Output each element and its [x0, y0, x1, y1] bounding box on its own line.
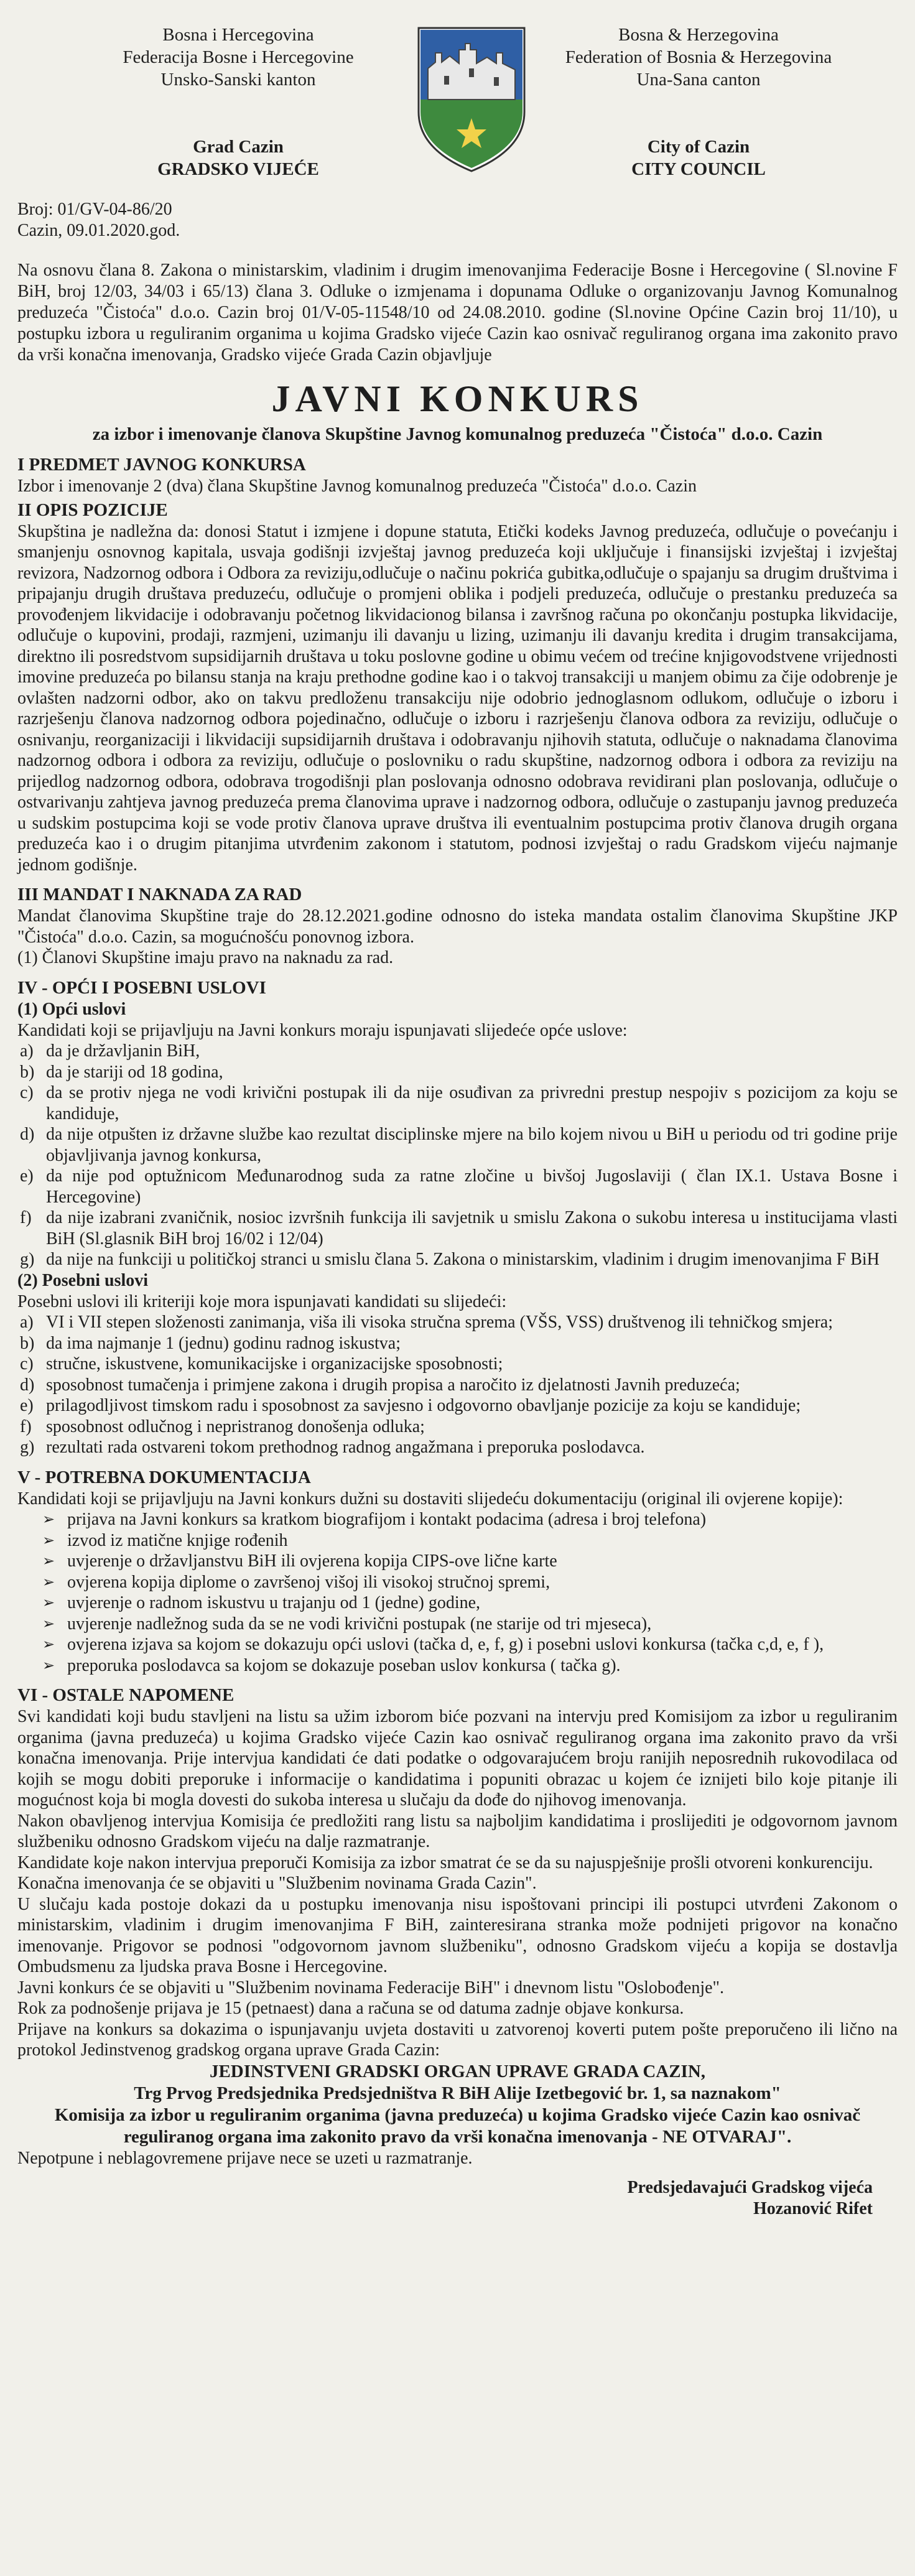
- section-text: Nakon obavljenog intervjua Komisija će predložiti rang listu sa najboljim kandidatima i proslijediti je odgovornom javnom službeniku odnosno Gradskom vijeću na dalje razmatranje.: [17, 1811, 898, 1851]
- list-marker: e): [20, 1166, 34, 1186]
- list-item-text: stručne, iskustvene, komunikacijske i organizacijske sposobnosti;: [46, 1354, 503, 1374]
- section-text: Kandidate koje nakon intervjua preporuči Komisija za izbor smatrat će se da su najuspješnije prošli otvoreni konkurenciju.: [17, 1853, 873, 1872]
- list-item-text: da se protiv njega ne vodi krivični postupak ili da nije osuđivan za privredni prestup nespojiv s pozicijom za koju se kandiduje,: [46, 1083, 898, 1123]
- signature-title: Predsjedavajući Gradskog vijeća: [627, 2178, 873, 2197]
- list-item-text: rezultati rada ostvareni tokom prethodnog radnog angažmana i preporuka poslodavca.: [46, 1438, 645, 1457]
- address-line: Trg Prvog Predsjednika Predsjedništva R BiH Alije Izetbegović br. 1, sa naznakom": [134, 2083, 781, 2103]
- list-marker: b): [20, 1062, 35, 1082]
- section-text: Konačna imenovanja će se objaviti u "Službenim novinama Grada Cazin".: [17, 1874, 537, 1893]
- list-marker: e): [20, 1396, 34, 1415]
- address-line: JEDINSTVENI GRADSKI ORGAN UPRAVE GRADA CAZIN,: [209, 2061, 706, 2081]
- section-text: Kandidati koji se prijavljuju na Javni konkurs dužni su dostaviti slijedeću dokumentaciju (original ili ovjerene kopije):: [17, 1489, 843, 1509]
- special-conditions-list: [17, 1312, 898, 1458]
- section-heading: V - POTREBNA DOKUMENTACIJA: [17, 1467, 311, 1487]
- list-marker: d): [20, 1375, 35, 1395]
- list-item: ➢ ovjerena izjava sa kojom se dokazuju opći uslovi (tačka d, e, f, g) i posebni uslovi konkursa (tačka c,d, e, f ),: [42, 1634, 898, 1655]
- list-item-text: da je državljanin BiH,: [46, 1041, 200, 1061]
- list-item: ➢ ovjerena kopija diplome o završenoj višoj ili visokoj stručnoj spremi,: [42, 1572, 898, 1593]
- list-marker: a): [20, 1313, 34, 1332]
- list-item: [17, 1416, 898, 1438]
- list-item-text: da je stariji od 18 godina,: [46, 1062, 223, 1082]
- list-item-text: sposobnost odlučnog i nepristranog donošenja odluka;: [46, 1416, 425, 1436]
- section-text: Kandidati koji se prijavljuju na Javni konkurs moraju ispunjavati slijedeće opće uslove:: [17, 1020, 628, 1040]
- list-item-text: VI i VII stepen složenosti zanimanja, viša ili visoka stručna sprema (VŠS, VSS) društvenog ili tehničkog smjera;: [46, 1313, 833, 1332]
- list-item: ➢ uvjerenje o radnom iskustvu u trajanju od 1 (jedne) godine,: [42, 1593, 898, 1614]
- section-text: Posebni uslovi ili kriteriji koje mora ispunjavati kandidati su slijedeći:: [17, 1291, 507, 1311]
- section-text: Skupština je nadležna da: donosi Statut i izmjene i dopune statuta, Etički kodeks Javnog preduzeća, odlučuje o povećanju i smanjenju osnovnog kapitala, usvaja godišnji izvještaj javnog preduzeća koji uključuje i finansijski izvještaj i izvještaj revizora, Nadzornog odbora i Odbora za reviziju,odlučuje o načinu pokrića gubitka,odlučuje o spajanju sa drugim društvima i pripajanju drugih društava preduzeću, odlučuje o promjeni oblika i podjeli preduzeća, odlučuje o prestanku preduzeća sa provođenjem likvidacije i odobravanju početnog likvidacionog bilansa i završnog računa po okončanju postupka likvidacije, odlučuje o kupovini, prodaji, razmjeni, uzimanju ili davanju u lizing, uzimanju ili davanju kredita i drugim transakcijama, direktno ili posredstvom supsidijarnih društava u toku poslovne godine u obimu većem od trećine knjigovodstvene vrijednosti imovine preduzeća po bilansu stanja na kraju prethodne godine kao i o takvoj transakciji u manjem obimu za čije odobrenje je ovlašten nadzorni odbor, ako on takvu predloženu transakciju nije odobrio jednoglasnom odlukom, odlučuje o izboru i razrješenju članova nadzornog odbora pojedinačno, odlučuje o izboru i razrješenju članova odbora za reviziju, odlučuje o osnivanju, reorganizaciji i likvidaciji supsidijarnih društava i odobravanju njihovih statuta, odlučuje o naknadama članovima nadzornog odbora i odbora za reviziju, odlučuje o poslovniku o radu skupštine, nadzornog odbora i odbora za reviziju na prijedlog nadzornog odbora, odobrava trogodišnji plan poslovanja odnosno odobrava revidirani plan poslovanja, odlučuje o ostvarivanju zahtjeva javnog preduzeća prema članovima uprave i nadzornog odbora, odlučuje o zastupanju javnog preduzeća u sudskim postupcima koji se vode protiv članova uprave društva ili eventualnim postupcima protiv članova drugih organa preduzeća kao i o drugim pitanjima utvrđenim zakonom i statutom, podnosi izvještaj o radu Gradskom vijeću najmanje jednom godišnje.: [17, 521, 898, 875]
- header-right-council: CITY COUNCIL: [631, 159, 766, 179]
- section-text: U slučaju kada postoje dokazi da u postupku imenovanja nisu ispoštovani principi ili postupci utvrđeni Zakonom o ministarskim, vladinim i drugim imenovanjima F BiH, zainteresirana stranka može podnijeti prigovor na konačno imenovanje. Prigovor se podnosi "odgovornom javnom službeniku", odnosno Gradskom vijeću a kopija se dostavlja Ombudsmenu za ljudska prava Bosne i Hercegovine.: [17, 1894, 898, 1976]
- subsection-heading: (1) Opći uslovi: [17, 999, 126, 1019]
- section-text: Javni konkurs će se objaviti u "Službenim novinama Federacije BiH" i dnevnom listu "Oslobođenje".: [17, 1978, 724, 1997]
- subsection-heading: (2) Posebni uslovi: [17, 1270, 149, 1290]
- list-item: [17, 1249, 898, 1270]
- list-item-text: da nije pod optužnicom Međunarodnog suda za ratne zločine u bivšoj Jugoslaviji ( član IX.1. Ustava Bosne i Hercegovine): [46, 1166, 898, 1207]
- document-title: JAVNI KONKURS: [271, 378, 644, 419]
- section-text: Prijave na konkurs sa dokazima o ispunjavanju uvjeta dostaviti u zatvorenoj koverti putem pošte preporučeno ili lično na protokol Jedinstvenog gradskog organa uprave Grada Cazin:: [17, 2019, 898, 2060]
- list-item: [17, 1062, 898, 1083]
- header-right-line: Bosna & Herzegovina: [618, 25, 779, 45]
- intro-paragraph: Na osnovu člana 8. Zakona o ministarskim, vladinim i drugim imenovanjima Federacije Bosne i Hercegovine ( Sl.novine F BiH, broj 12/03, 34/03 i 65/13) člana 3. Odluke o izmjenama i dopunama Odluke o organizovanju Javnog Komunalnog preduzeća "Čistoća" d.o.o. Cazin broj 01/V-05-11548/10 od 24.08.2010. godine (Sl.novine Općine Cazin broj 11/10), u postupku izbora u reguliranim organima u kojima Gradsko vijeće Cazin kao osnivač reguliranog organa ima zakonito pravo da vrši konačna imenovanja, Gradsko vijeće Grada Cazin objavljuje: [17, 261, 898, 365]
- header-left-council: GRADSKO VIJEĆE: [157, 159, 319, 179]
- list-item: [17, 1041, 898, 1062]
- reference-date: Cazin, 09.01.2020.god.: [17, 221, 180, 240]
- section-heading: VI - OSTALE NAPOMENE: [17, 1685, 235, 1705]
- list-item: [17, 1082, 898, 1124]
- list-item-text: da ima najmanje 1 (jednu) godinu radnog iskustva;: [46, 1333, 401, 1353]
- signature-name: Hozanović Rifet: [753, 2199, 873, 2218]
- list-item-text: sposobnost tumačenja i primjene zakona i drugih propisa a naročito iz djelatnosti Javnih preduzeća;: [46, 1375, 740, 1395]
- letterhead-left: [92, 24, 384, 180]
- section-text: Rok za podnošenje prijava je 15 (petnaest) dana a računa se od datuma zadnje objave konkursa.: [17, 1999, 684, 2018]
- reference-block: [17, 199, 898, 241]
- list-item: ➢ izvod iz matične knjige rođenih: [42, 1530, 898, 1551]
- documents-list: [17, 1509, 898, 1676]
- list-marker: b): [20, 1333, 35, 1353]
- section-text: Izbor i imenovanje 2 (dva) člana Skupštine Javnog komunalnog preduzeća "Čistoća" d.o.o. Cazin: [17, 477, 697, 496]
- section-text: Svi kandidati koji budu stavljeni na listu sa užim izborom biće pozvani na intervju pred Komisijom za izbor u reguliranim organima (javna preduzeća) u kojima Gradsko vijeće Cazin kao osnivač reguliranog organa ima zakonito pravo da vrši konačna imenovanja. Prije intervjua kandidati će dati podatke o odgovarajućem broju ranijih neposrednih rukovodilaca od kojih se mogu dobiti preporuke i informacije o kandidatima i popuniti obrazac u kojem će iznijeti bilo koje pitanje ili mogućnost koja bi mogla dovesti do sukoba interesa u slučaju da dođe do njihovog imenovanja.: [17, 1707, 898, 1810]
- list-item: [17, 1207, 898, 1249]
- reference-number: Broj: 01/GV-04-86/20: [17, 200, 172, 219]
- list-marker: c): [20, 1083, 34, 1102]
- header-left-line: Federacija Bosne i Hercegovine: [123, 47, 354, 67]
- list-marker: g): [20, 1438, 35, 1457]
- list-marker: c): [20, 1354, 34, 1374]
- list-item: ➢ uvjerenje o državljanstvu BiH ili ovjerena kopija CIPS-ove lične karte: [42, 1551, 898, 1572]
- letterhead: [17, 19, 898, 199]
- list-item: [17, 1166, 898, 1207]
- list-item: ➢ uvjerenje nadležnog suda da se ne vodi krivični postupak (ne starije od tri mjeseca),: [42, 1614, 898, 1635]
- list-item-text: da nije otpušten iz državne službe kao rezultat disciplinske mjere na bilo kojem nivou u BiH u periodu od tri godine prije objavljivanja javnog konkursa,: [46, 1125, 898, 1165]
- list-item: [17, 1333, 898, 1354]
- section-text: Mandat članovima Skupštine traje do 28.12.2021.godine odnosno do isteka mandata ostalim članovima Skupštine JKP "Čistoća" d.o.o. Cazin, sa mogućnošću ponovnog izbora.: [17, 906, 898, 947]
- list-marker: f): [20, 1416, 32, 1436]
- list-marker: f): [20, 1208, 32, 1227]
- list-marker: d): [20, 1125, 35, 1144]
- list-marker: g): [20, 1250, 35, 1269]
- header-left-city: Grad Cazin: [193, 137, 284, 157]
- letterhead-right: [552, 24, 845, 180]
- list-item: [17, 1395, 898, 1416]
- list-item-text: prilagodljivost timskom radu i sposobnost za savjesno i odgovorno obavljanje pozicije za koju se kandiduje;: [46, 1396, 801, 1415]
- address-line: Komisija za izbor u reguliranim organima (javna preduzeća) u kojima Gradsko vijeće Cazin kao osnivač reguliranog organa ima zakonito pravo da vrši konačna imenovanja - NE OTVARAJ".: [54, 2104, 861, 2147]
- list-item-text: da nije na funkciji u političkoj stranci u smislu člana 5. Zakona o ministarskim, vladinim i drugim imenovanjima F BiH: [46, 1250, 880, 1269]
- header-right-line: Una-Sana canton: [636, 70, 761, 90]
- header-left-line: Bosna i Hercegovina: [162, 25, 314, 45]
- document-subtitle: za izbor i imenovanje članova Skupštine Javnog komunalnog preduzeća "Čistoća" d.o.o. Cazin: [92, 424, 823, 444]
- list-item: [17, 1437, 898, 1458]
- list-item-text: da nije izabrani zvaničnik, nosioc izvršnih funkcija ili savjetnik u smislu Zakona o sukobu interesa u institucijama vlasti BiH (Sl.glasnik BiH broj 16/02 i 12/04): [46, 1208, 898, 1248]
- list-item: ➢ preporuka poslodavca sa kojom se dokazuje poseban uslov konkursa ( tačka g).: [42, 1655, 898, 1676]
- list-item: [17, 1354, 898, 1375]
- list-item: [17, 1375, 898, 1396]
- section-heading: I PREDMET JAVNOG KONKURSA: [17, 455, 306, 475]
- closing-note: Nepotpune i neblagovremene prijave nece se uzeti u razmatranje.: [17, 2148, 473, 2168]
- header-right-city: City of Cazin: [647, 137, 750, 157]
- section-text: (1) Članovi Skupštine imaju pravo na naknadu za rad.: [17, 948, 394, 967]
- section-heading: III MANDAT I NAKNADA ZA RAD: [17, 885, 302, 904]
- list-marker: a): [20, 1041, 34, 1061]
- header-left-line: Unsko-Sanski kanton: [160, 70, 316, 90]
- cazin-crest-icon: [416, 25, 527, 174]
- list-item: ➢ prijava na Javni konkurs sa kratkom biografijom i kontakt podacima (adresa i broj telefona): [42, 1509, 898, 1530]
- list-item: [17, 1124, 898, 1166]
- section-heading: II OPIS POZICIJE: [17, 500, 168, 520]
- section-heading: IV - OPĆI I POSEBNI USLOVI: [17, 977, 266, 998]
- signature-block: [17, 2177, 898, 2220]
- header-right-line: Federation of Bosnia & Herzegovina: [565, 47, 832, 67]
- list-item: [17, 1312, 898, 1333]
- general-conditions-list: [17, 1041, 898, 1270]
